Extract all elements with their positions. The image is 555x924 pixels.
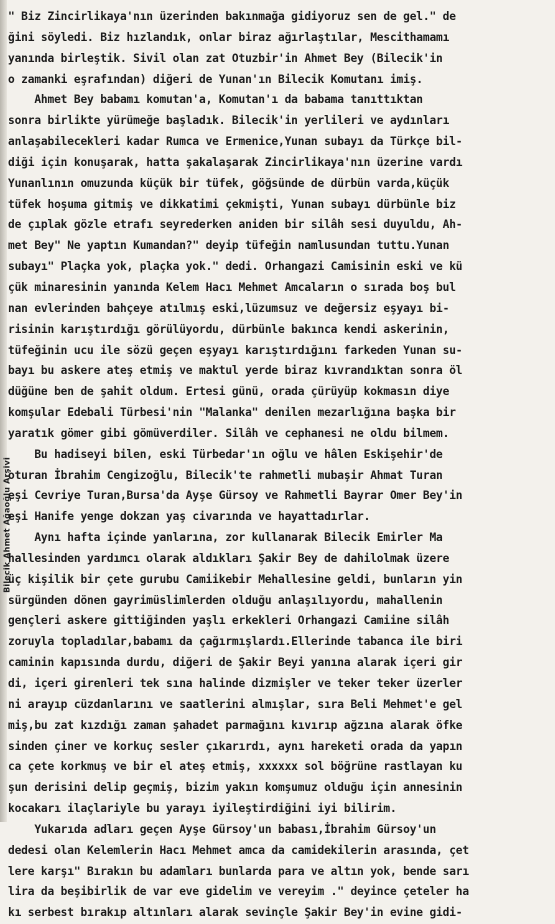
text-line: şun derisini delip geçmiş, bizim yakın komşumuz olduğu için annesinin [8, 781, 463, 795]
text-line: eşi Cevriye Turan,Bursa'da Ayşe Gürsoy ve Rahmetli Bayrar Omer Bey'in [8, 489, 463, 503]
text-line: çük minaresinin yanında Kelem Hacı Mehmet Amcaların o sırada boş bul [8, 280, 456, 294]
text-line: " Biz Zincirlikaya'nın üzerinden bakınmağa gidiyoruz sen de gel." de [8, 10, 456, 23]
text-line: sonra birlikte yürümeğe başladık. Bilecik'in yerlileri ve aydınları [8, 114, 450, 128]
text-line: de çıplak gözle etrafı seyrederken aniden bir silâh sesi duyuldu, Ah- [8, 218, 463, 232]
text-line: sürgünden dönen gayrimüslimlerden olduğu anlaşılıyordu, mahallenin [8, 593, 443, 607]
text-line: caminin kapısında durdu, diğeri de Şakir Beyi yanına alarak içeri gir [8, 656, 463, 670]
text-line: sinden çiner ve korkuç sesler çıkarırdı, aynı hareketi orada da yapın [8, 739, 463, 753]
text-line: yaratık gömer gibi gömüverdiler. Silâh ve cephanesi ne oldu bilmem. [8, 426, 450, 440]
text-line: gençleri askere gittiğinden yaşlı erkekleri Orhangazi Camiine silâh [8, 614, 450, 628]
text-line: kı serbest bırakıp altınları alarak sevinçle Şakir Bey'in evine gidi- [8, 906, 463, 920]
text-line: o zamanki eşrafından) diğeri de Yunan'ın Bilecik Komutanı imiş. [8, 72, 423, 86]
text-line: dedesi olan Kelemlerin Hacı Mehmet amca da camidekilerin arasında, çet [8, 843, 469, 857]
text-line: ğini söyledi. Biz hızlandık, onlar biraz ağırlaştılar, Mescithamamı [8, 30, 450, 44]
text-line: di, içeri girenleri tek sına halinde dizmişler ve teker teker üzerler [8, 677, 463, 690]
archive-side-label: Bilecik Ahmet Ağaoğlu Arşivi [2, 457, 12, 593]
text-line: diği için konuşarak, hatta şakalaşarak Zincirlikaya'nın üzerine vardı [8, 155, 463, 169]
text-line: Aynı hafta içinde yanlarına, zor kullanarak Bilecik Emirler Ma [8, 531, 443, 545]
text-line: Yukarıda adları geçen Ayşe Gürsoy'un babası,İbrahim Gürsoy'un [8, 822, 437, 836]
text-line: Yunanlının omuzunda küçük bir tüfek, göğsünde de dürbün varda,küçük [8, 176, 450, 190]
text-line: yanında birleştik. Sivil olan zat Otuzbir'in Ahmet Bey (Bilecik'in [8, 51, 443, 65]
text-line: Ahmet Bey babamı komutan'a, Komutan'ı da babama tanıttıktan [8, 93, 423, 107]
text-line: lere karşı" Bırakın bu adamları bunlarda para ve altın yok, bende sarı [8, 864, 469, 878]
scan-edge-shadow [0, 0, 7, 822]
text-line: zoruyla topladılar,babamı da çağırmışlardı.Ellerinde tabanca ile biri [8, 635, 463, 649]
text-line: bayı bu askere ateş etmiş ve maktul yerde biraz kıvrandıktan sonra öl [8, 364, 463, 378]
text-line: komşular Edebali Türbesi'nin "Malanka" denilen mezarlığına başka bir [8, 406, 456, 420]
text-line: miş,bu zat kızdığı zaman şahadet parmağını kıvırıp ağzına alarak öfke [8, 718, 463, 732]
text-line: eşi Hanife yenge dokzan yaş civarında ve hayattadırlar. [8, 510, 371, 524]
text-line: kocakarı ilaçlariyle bu yarayı iyileştirdiğini iyi bilirim. [8, 802, 397, 816]
text-line: oturan İbrahim Cengizoğlu, Bilecik'te rahmetli mubaşir Ahmat Turan [8, 468, 443, 482]
text-line: düğüne ben de şahit oldum. Ertesi günü, orada çürüyüp kokmasın diye [8, 385, 450, 399]
text-line: subayı" Plaçka yok, plaçka yok." dedi. Orhangazi Camisinin eski ve kü [8, 260, 463, 274]
text-line: lira da beşibirlik de var eve gidelim ve vereyim ." deyince çeteler ha [8, 885, 469, 899]
text-line: Bu hadiseyi bilen, eski Türbedar'ın oğlu ve hâlen Eskişehir'de [8, 447, 443, 461]
text-line: ca çete korkmuş ve bir el ateş etmiş, xxxxxx sol böğrüne rastlayan ku [8, 760, 463, 774]
text-line: tüfek hoşuma gitmiş ve dikkatimi çekmişti, Yunan subayı dürbünle biz [8, 197, 456, 211]
text-line: nan evlerinden bahçeye atılmış eski,lüzumsuz ve değersiz eşyayı bi- [8, 301, 450, 315]
text-line: üç kişilik bir çete gurubu Camiikebir Mehallesine geldi, bunların yin [8, 572, 463, 586]
text-line: risinin karıştırdığı görülüyordu, dürbünle bakınca kendi askerinin, [8, 322, 450, 336]
text-line: tüfeğinin ucu ile sözü geçen eşyayı karıştırdığını farkeden Yunan su- [8, 343, 463, 357]
text-line: met Bey" Ne yaptın Kumandan?" deyip tüfeğin namlusundan tuttu.Yunan [8, 239, 450, 253]
text-line: hallesinden yardımcı olarak aldıkları Şakir Bey de dahilolmak üzere [8, 551, 450, 565]
typewritten-text-block [8, 7, 551, 924]
text-line: anlaşabilecekleri kadar Rumca ve Ermenice,Yunan subayı da Türkçe bil- [8, 135, 463, 149]
text-line: ni arayıp cüzdanlarını ve saatlerini almışlar, sıra Beli Mehmet'e gel [8, 697, 463, 711]
